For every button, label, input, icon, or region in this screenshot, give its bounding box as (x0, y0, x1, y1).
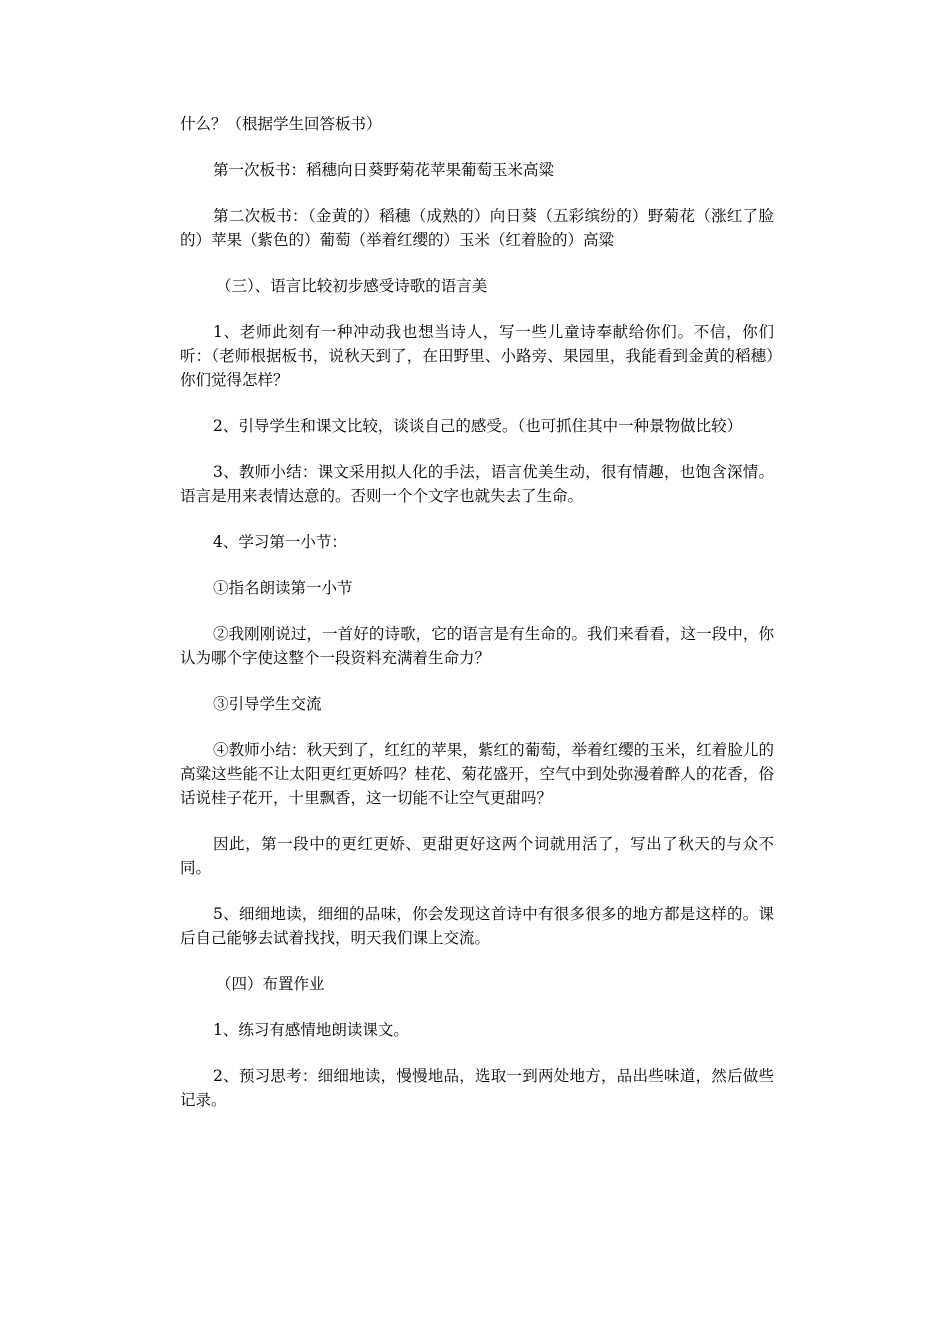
paragraph-homework-1: 1、练习有感情地朗读课文。 (213, 1021, 409, 1039)
paragraph-step-4: 4、学习第一小节： (213, 533, 347, 551)
document-page (180, 112, 774, 1134)
paragraph-second-board: 第二次板书：（金黄的）稻穗（成熟的）向日葵（五彩缤纷的）野菊花（涨红了脸的）苹果（紫色的）葡萄（举着红缨的）玉米（红着脸的）高粱 (180, 207, 774, 249)
paragraph-substep-3: ③引导学生交流 (213, 695, 322, 713)
paragraph-homework-2: 2、预习思考：细细地读，慢慢地品，选取一到两处地方，品出些味道，然后做些记录。 (180, 1067, 774, 1109)
paragraph-first-board: 第一次板书：稻穗向日葵野菊花苹果葡萄玉米高粱 (213, 161, 555, 179)
section-heading-language-comparison: （三）、语言比较初步感受诗歌的语言美 (216, 277, 488, 295)
paragraph-substep-4: ④教师小结：秋天到了，红红的苹果，紫红的葡萄，举着红缨的玉米，红着脸儿的高粱这些能不让太阳更红更娇吗？桂花、菊花盛开，空气中到处弥漫着醉人的花香，俗话说桂子花开，十里飘香，这一切能不让空气更甜吗？ (180, 741, 774, 807)
paragraph-conclusion: 因此，第一段中的更红更娇、更甜更好这两个词就用活了，写出了秋天的与众不同。 (180, 835, 774, 877)
paragraph-step-2: 2、引导学生和课文比较，谈谈自己的感受。（也可抓住其中一种景物做比较） (213, 417, 743, 435)
paragraph-step-3: 3、教师小结：课文采用拟人化的手法，语言优美生动，很有情趣，也饱含深情。语言是用来表情达意的。否则一个个文字也就失去了生命。 (180, 463, 774, 505)
section-heading-homework: （四）布置作业 (216, 975, 325, 993)
paragraph-substep-1: ①指名朗读第一小节 (213, 579, 353, 597)
paragraph-board-question: 什么？（根据学生回答板书） (180, 115, 382, 133)
paragraph-step-1: 1、老师此刻有一种冲动我也想当诗人，写一些儿童诗奉献给你们。不信，你们听：（老师根据板书，说秋天到了，在田野里、小路旁、果园里，我能看到金黄的稻穗）你们觉得怎样？ (180, 323, 774, 389)
paragraph-step-5: 5、细细地读，细细的品味，你会发现这首诗中有很多很多的地方都是这样的。课后自己能够去试着找找，明天我们课上交流。 (180, 905, 774, 947)
paragraph-substep-2: ②我刚刚说过，一首好的诗歌，它的语言是有生命的。我们来看看，这一段中，你认为哪个字使这整个一段资料充满着生命力？ (180, 625, 774, 667)
